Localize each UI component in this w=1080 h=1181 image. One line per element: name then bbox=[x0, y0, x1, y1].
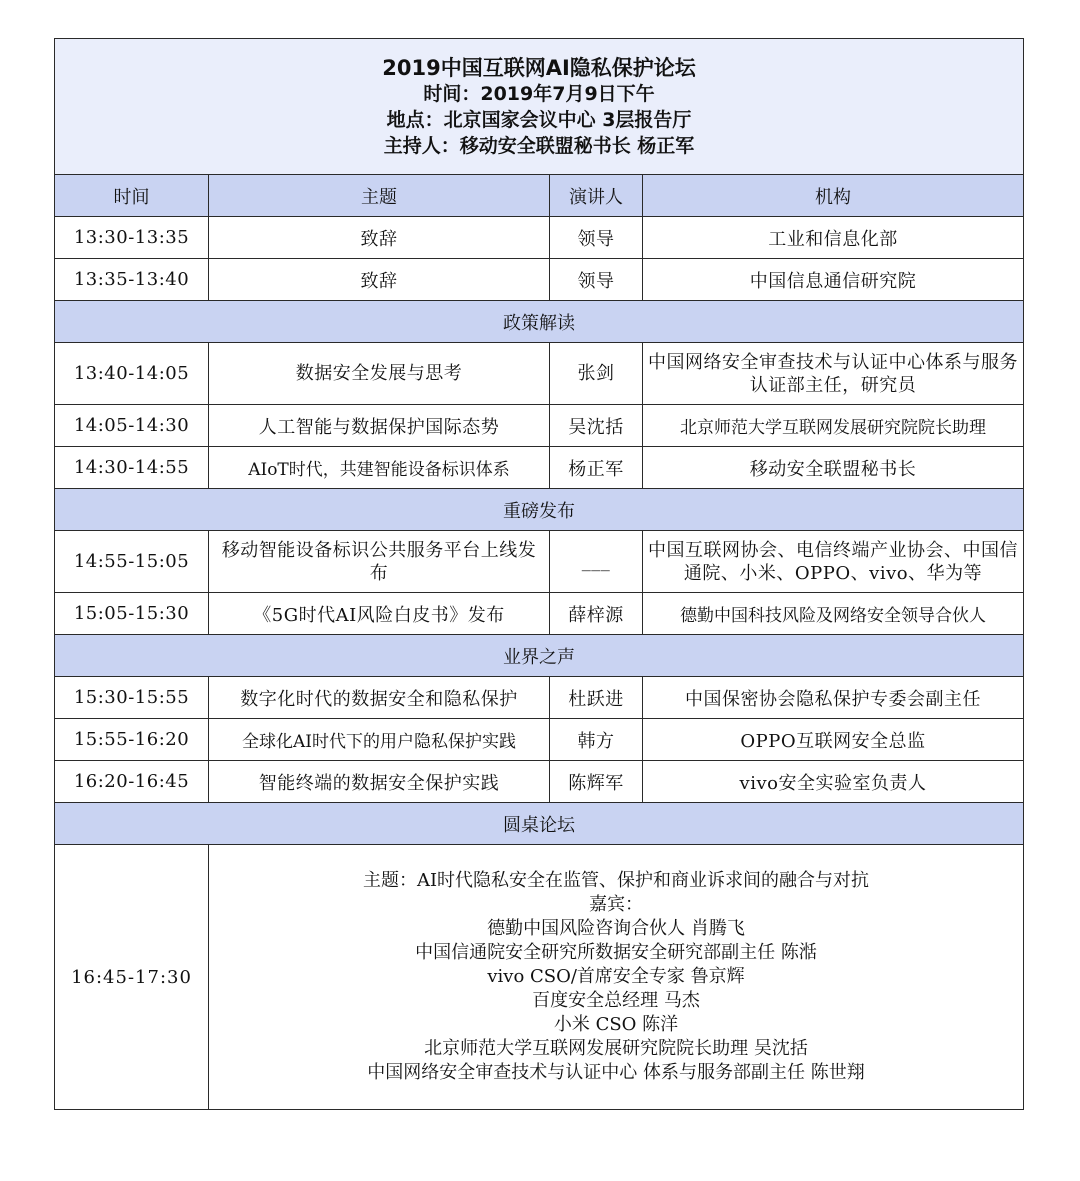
forum-place: 地点：北京国家会议中心 3层报告厅 bbox=[386, 108, 692, 131]
row-topic: 致辞 bbox=[209, 259, 550, 301]
row-org: 中国互联网协会、电信终端产业协会、中国信通院、小米、OPPO、vivo、华为等 bbox=[643, 531, 1024, 593]
row-time: 13:40-14:05 bbox=[55, 343, 209, 405]
row-topic: 全球化AI时代下的用户隐私保护实践 bbox=[209, 719, 550, 761]
roundtable-row bbox=[55, 845, 1024, 1110]
section-release: 重磅发布 bbox=[55, 489, 1024, 531]
section-row bbox=[55, 301, 1024, 343]
table-row bbox=[55, 531, 1024, 593]
col-time: 时间 bbox=[55, 175, 209, 217]
row-topic: 《5G时代AI风险白皮书》发布 bbox=[209, 593, 550, 635]
row-time: 14:55-15:05 bbox=[55, 531, 209, 593]
roundtable-line: 中国网络安全审查技术与认证中心 体系与服务部副主任 陈世翔 bbox=[367, 1062, 865, 1083]
row-org: OPPO互联网安全总监 bbox=[643, 719, 1024, 761]
row-speaker: 张剑 bbox=[550, 343, 643, 405]
row-time: 14:05-14:30 bbox=[55, 405, 209, 447]
forum-header bbox=[55, 39, 1024, 175]
row-time: 13:35-13:40 bbox=[55, 259, 209, 301]
row-speaker: ___ bbox=[550, 531, 643, 593]
column-header-row bbox=[55, 175, 1024, 217]
section-row bbox=[55, 803, 1024, 845]
row-org: vivo安全实验室负责人 bbox=[643, 761, 1024, 803]
table-row bbox=[55, 217, 1024, 259]
row-time: 15:55-16:20 bbox=[55, 719, 209, 761]
agenda-table bbox=[54, 38, 1024, 1110]
row-topic: 移动智能设备标识公共服务平台上线发布 bbox=[209, 531, 550, 593]
roundtable-time: 16:45-17:30 bbox=[55, 845, 209, 1110]
roundtable-line: 小米 CSO 陈洋 bbox=[553, 1014, 679, 1035]
row-org: 德勤中国科技风险及网络安全领导合伙人 bbox=[643, 593, 1024, 635]
forum-time: 时间：2019年7月9日下午 bbox=[423, 82, 655, 105]
row-topic: 智能终端的数据安全保护实践 bbox=[209, 761, 550, 803]
row-topic: 数据安全发展与思考 bbox=[209, 343, 550, 405]
roundtable-line: 德勤中国风险咨询合伙人 肖腾飞 bbox=[487, 918, 745, 939]
row-speaker: 吴沈括 bbox=[550, 405, 643, 447]
table-row bbox=[55, 343, 1024, 405]
row-speaker: 陈辉军 bbox=[550, 761, 643, 803]
table-row bbox=[55, 259, 1024, 301]
table-row bbox=[55, 405, 1024, 447]
col-org: 机构 bbox=[643, 175, 1024, 217]
section-industry: 业界之声 bbox=[55, 635, 1024, 677]
row-time: 15:30-15:55 bbox=[55, 677, 209, 719]
roundtable-line: 嘉宾： bbox=[589, 894, 643, 915]
row-time: 14:30-14:55 bbox=[55, 447, 209, 489]
section-roundtable: 圆桌论坛 bbox=[55, 803, 1024, 845]
row-time: 15:05-15:30 bbox=[55, 593, 209, 635]
row-speaker: 韩方 bbox=[550, 719, 643, 761]
row-speaker: 领导 bbox=[550, 259, 643, 301]
row-topic: 致辞 bbox=[209, 217, 550, 259]
row-topic: AIoT时代，共建智能设备标识体系 bbox=[209, 447, 550, 489]
row-org: 北京师范大学互联网发展研究院院长助理 bbox=[643, 405, 1024, 447]
col-topic: 主题 bbox=[209, 175, 550, 217]
col-speaker: 演讲人 bbox=[550, 175, 643, 217]
row-time: 16:20-16:45 bbox=[55, 761, 209, 803]
table-row bbox=[55, 447, 1024, 489]
forum-host: 主持人：移动安全联盟秘书长 杨正军 bbox=[383, 134, 695, 157]
row-org: 工业和信息化部 bbox=[643, 217, 1024, 259]
row-topic: 人工智能与数据保护国际态势 bbox=[209, 405, 550, 447]
section-row bbox=[55, 489, 1024, 531]
roundtable-line: 主题：AI时代隐私安全在监管、保护和商业诉求间的融合与对抗 bbox=[362, 870, 870, 891]
roundtable-details bbox=[209, 845, 1024, 1110]
row-speaker: 杜跃进 bbox=[550, 677, 643, 719]
row-speaker: 领导 bbox=[550, 217, 643, 259]
section-policy: 政策解读 bbox=[55, 301, 1024, 343]
row-org: 中国保密协会隐私保护专委会副主任 bbox=[643, 677, 1024, 719]
row-speaker: 杨正军 bbox=[550, 447, 643, 489]
row-time: 13:30-13:35 bbox=[55, 217, 209, 259]
roundtable-line: vivo CSO/首席安全专家 鲁京辉 bbox=[487, 966, 745, 987]
table-row bbox=[55, 677, 1024, 719]
row-org: 移动安全联盟秘书长 bbox=[643, 447, 1024, 489]
row-speaker: 薛梓源 bbox=[550, 593, 643, 635]
row-topic: 数字化时代的数据安全和隐私保护 bbox=[209, 677, 550, 719]
row-org: 中国信息通信研究院 bbox=[643, 259, 1024, 301]
roundtable-line: 中国信通院安全研究所数据安全研究部副主任 陈湉 bbox=[415, 942, 817, 963]
table-row bbox=[55, 593, 1024, 635]
roundtable-line: 百度安全总经理 马杰 bbox=[532, 990, 700, 1011]
table-row bbox=[55, 719, 1024, 761]
section-row bbox=[55, 635, 1024, 677]
table-row bbox=[55, 761, 1024, 803]
roundtable-line: 北京师范大学互联网发展研究院院长助理 吴沈括 bbox=[424, 1038, 808, 1059]
row-org: 中国网络安全审查技术与认证中心体系与服务认证部主任，研究员 bbox=[643, 343, 1024, 405]
forum-title: 2019中国互联网AI隐私保护论坛 bbox=[382, 55, 696, 80]
